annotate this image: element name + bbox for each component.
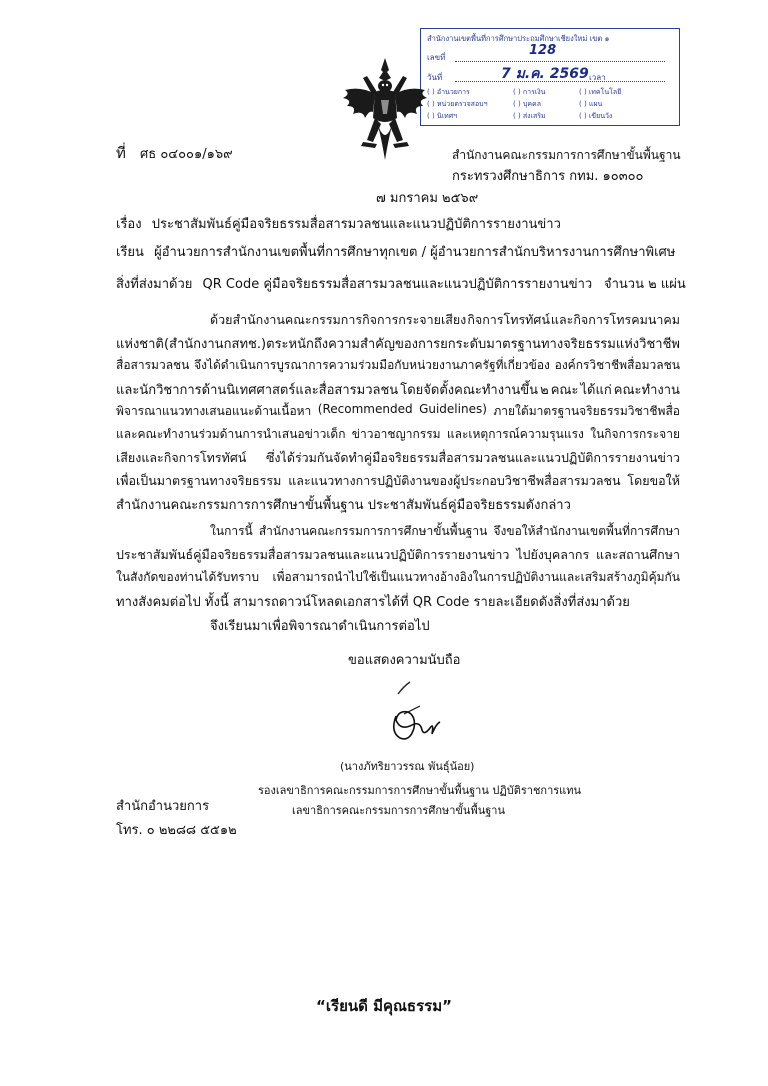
enclosure-label: สิ่งที่ส่งมาด้วย xyxy=(116,277,193,292)
enclosure-line xyxy=(116,276,592,294)
contact-phone: โทร. ๐ ๒๒๘๘ ๕๕๑๒ xyxy=(116,823,237,838)
paragraph-line: ในสังกัดของท่านได้รับทราบ เพื่อสามารถนำไปใช้เป็นแนวทางอ้างอิงในการปฏิบัติงานและเสริมสร้างภูมิคุ้มกัน xyxy=(116,570,680,584)
paragraph-line: เพื่อเป็นมาตรฐานทางจริยธรรม และแนวทางการปฏิบัติงานของผู้ประกอบวิชาชีพสื่อสารมวลชน โดยขอให้ xyxy=(116,473,680,488)
stamp-date-value: 7 ม.ค. 2569 xyxy=(501,66,589,82)
letter-date: ๗ มกราคม ๒๕๖๙ xyxy=(376,191,479,206)
received-stamp xyxy=(420,28,680,126)
garuda-emblem-icon xyxy=(337,56,433,166)
paragraph-line: แห่งชาติ (สำนักงาน กสทช.) ตระหนักถึงความสำคัญของการยกระดับมาตรฐานทางจริยธรรมแห่งวิชาชีพ xyxy=(116,337,680,352)
signatory-title-2: เลขาธิการคณะกรรมการการศึกษาขั้นพื้นฐาน xyxy=(292,804,505,817)
paragraph-line: และนักวิชาการด้านนิเทศศาสตร์และสื่อสารมวลชน โดยจัดตั้งคณะทำงานขึ้น ๒ คณะ ได้แก่ คณะทำงาน xyxy=(116,383,680,398)
issuer-address: กระทรวงศึกษาธิการ กทม. ๑๐๓๐๐ xyxy=(452,169,644,184)
contact-office: สำนักอำนวยการ xyxy=(116,799,210,814)
paragraph-line: เสียงและกิจการโทรทัศน์ ซึ่งได้ร่วมกันจัดทำคู่มือจริยธรรมสื่อสารมวลชนและแนวปฏิบัติการรายงานข่าว xyxy=(116,450,680,465)
recipient-line xyxy=(116,244,675,262)
handwritten-signature xyxy=(380,676,450,746)
recipient-label: เรียน xyxy=(116,245,144,260)
request-sentence: จึงเรียนมาเพื่อพิจารณาดำเนินการต่อไป xyxy=(210,619,430,634)
recipient-text: ผู้อำนวยการสำนักงานเขตพื้นที่การศึกษาทุกเขต / ผู้อำนวยการสำนักบริหารงานการศึกษาพิเศษ xyxy=(154,245,676,260)
stamp-agency: สำนักงานเขตพื้นที่การศึกษาประถมศึกษาเชียงใหม่ เขต ๑ xyxy=(427,34,610,43)
signatory-title: รองเลขาธิการคณะกรรมการการศึกษาขั้นพื้นฐาน ปฏิบัติราชการแทน xyxy=(258,784,582,797)
paragraph-line: ด้วยสำนักงานคณะกรรมการกิจการกระจายเสียง กิจการโทรทัศน์ และกิจการโทรคมนาคม xyxy=(210,312,680,327)
paragraph-line: สื่อสารมวลชน จึงได้ดำเนินการบูรณาการความร่วมมือกับหน่วยงานภาครัฐที่เกี่ยวข้อง องค์กรวิชาชีพสื่อมวลชน xyxy=(116,358,680,372)
reference-number: ศธ ๐๔๐๐๑/๑๖๙ xyxy=(140,147,233,162)
stamp-dept-row: ( ) นิเทศฯ ( ) ส่งเสริม ( ) เขียนวัง xyxy=(427,112,613,120)
issuer-name: สำนักงานคณะกรรมการการศึกษาขั้นพื้นฐาน xyxy=(452,148,681,162)
paragraph-line: และคณะทำงานร่วมด้านการนำเสนอข่าวเด็ก ข่าวอาชญากรรม และเหตุการณ์ความรุนแรง ในกิจการกระจาย xyxy=(116,427,680,441)
paragraph-line: ประชาสัมพันธ์คู่มือจริยธรรมสื่อสารมวลชนและแนวปฏิบัติการรายงานข่าว ไปยังบุคลากร และสถานศึกษา xyxy=(116,547,680,562)
subject-line xyxy=(116,216,561,234)
paragraph-line: ทางสังคมต่อไป ทั้งนี้ สามารถดาวน์โหลดเอกสารได้ที่ QR Code รายละเอียดดังสิ่งที่ส่งมาด้วย xyxy=(116,595,630,610)
stamp-time-label: เวลา xyxy=(589,73,606,82)
slogan: “เรียนดี มีคุณธรรม” xyxy=(316,997,452,1015)
paragraph-line: สำนักงานคณะกรรมการการศึกษาขั้นพื้นฐาน ประชาสัมพันธ์คู่มือจริยธรรมดังกล่าว xyxy=(116,498,571,513)
enclosure-text: QR Code คู่มือจริยธรรมสื่อสารมวลชนและแนวปฏิบัติการรายงานข่าว xyxy=(202,277,593,292)
subject-label: เรื่อง xyxy=(116,217,142,232)
stamp-receipt-label: เลขที่ xyxy=(427,53,446,62)
closing-phrase: ขอแสดงความนับถือ xyxy=(348,653,461,668)
signatory-name: (นางภัทริยาวรรณ พันธุ์น้อย) xyxy=(340,760,475,773)
paragraph-line: ในการนี้ สำนักงานคณะกรรมการการศึกษาขั้นพื้นฐาน จึงขอให้สำนักงานเขตพื้นที่การศึกษา xyxy=(210,524,680,538)
enclosure-quantity: จำนวน ๒ แผ่น xyxy=(604,277,686,292)
paragraph-line: พิจารณาแนวทางเสนอแนะด้านเนื้อหา (Recommended Guidelines) ภายใต้มาตรฐานจริยธรรมวิชาชีพสื่อ xyxy=(116,402,680,418)
stamp-dept-row: ( ) อำนวยการ ( ) การเงิน ( ) เทคโนโลยี xyxy=(427,88,622,96)
stamp-receipt-no: 128 xyxy=(529,43,557,58)
stamp-dept-row: ( ) หน่วยตรวจสอบฯ ( ) บุคคล ( ) แผน xyxy=(427,100,603,108)
reference-label: ที่ xyxy=(116,144,126,162)
subject-text: ประชาสัมพันธ์คู่มือจริยธรรมสื่อสารมวลชนและแนวปฏิบัติการรายงานข่าว xyxy=(151,217,561,232)
stamp-date-label: วันที่ xyxy=(427,73,443,82)
